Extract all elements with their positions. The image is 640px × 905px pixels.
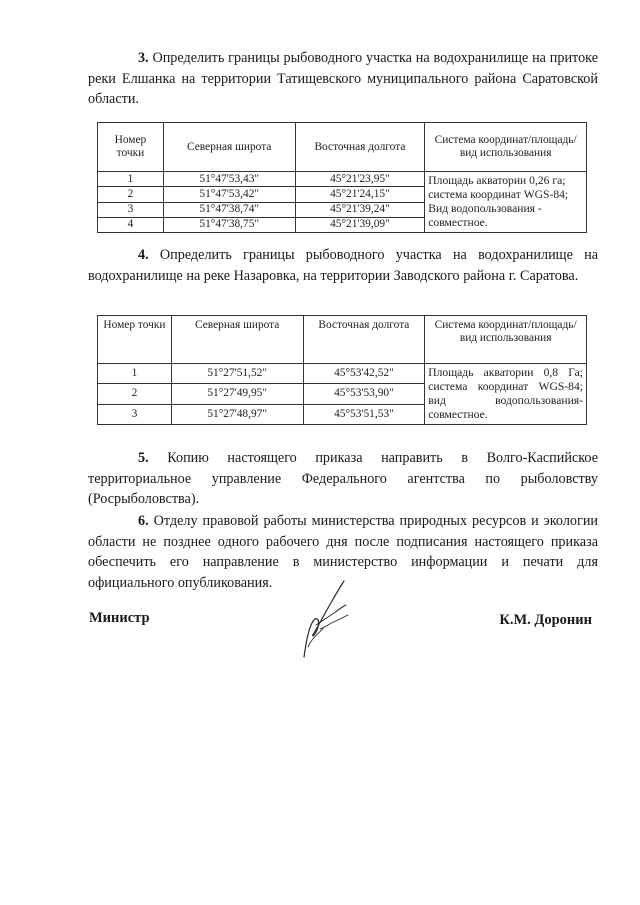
header-east-longitude: Восточная долгота — [295, 123, 425, 172]
point-number: 1 — [98, 364, 172, 384]
handwritten-signature — [290, 577, 360, 661]
longitude-value: 45°53'53,90" — [303, 384, 425, 404]
longitude-value: 45°21'24,15" — [295, 187, 425, 202]
header-north-latitude: Северная широта — [163, 123, 295, 172]
coordinates-table-1 — [97, 122, 587, 233]
section-4-paragraph — [88, 245, 598, 286]
table-header-row — [98, 123, 587, 172]
area-system-usage-note: Площадь акватории 0,26 га; система координат WGS-84; Вид водопользования - совместное. — [425, 172, 587, 233]
latitude-value: 51°27'51,52" — [171, 364, 303, 384]
longitude-value: 45°53'42,52" — [303, 364, 425, 384]
point-number: 4 — [98, 217, 164, 232]
table-row — [98, 364, 587, 384]
longitude-value: 45°21'23,95" — [295, 172, 425, 187]
section-5-text: Копию настоящего приказа направить в Волго-Каспийское территориальное управление Федерального агентства по рыболовству (Росрыболовства). — [88, 450, 598, 507]
point-number: 3 — [98, 404, 172, 424]
longitude-value: 45°21'39,09" — [295, 217, 425, 232]
signatory-name: К.М. Доронин — [499, 612, 592, 628]
point-number: 3 — [98, 202, 164, 217]
table-header-row — [98, 316, 587, 364]
section-5-number: 5. — [138, 450, 149, 466]
table-row — [98, 172, 587, 187]
section-5-paragraph — [88, 448, 598, 510]
header-coordinate-system: Система координат/площадь/вид использования — [425, 123, 587, 172]
point-number: 2 — [98, 187, 164, 202]
header-point-number: Номер точки — [98, 316, 172, 364]
point-number: 2 — [98, 384, 172, 404]
latitude-value: 51°27'48,97" — [171, 404, 303, 424]
header-coordinate-system: Система координат/площадь/вид использования — [425, 316, 587, 364]
signatory-position: Министр — [89, 610, 150, 626]
latitude-value: 51°47'53,43" — [163, 172, 295, 187]
header-north-latitude: Северная широта — [171, 316, 303, 364]
area-system-usage-note: Площадь акватории 0,8 Га; система координат WGS-84; вид водопользования-совместное. — [425, 364, 587, 425]
section-6-text: Отделу правовой работы министерства природных ресурсов и экологии области не позднее одного рабочего дня после подписания настоящего приказа обеспечить его направление в министерство информации и печати для официального опубликования. — [88, 513, 598, 591]
longitude-value: 45°21'39,24" — [295, 202, 425, 217]
latitude-value: 51°27'49,95" — [171, 384, 303, 404]
section-4-text: Определить границы рыбоводного участка на водохранилище на водохранилище на реке Назаровка, на территории Заводского района г. Саратова. — [88, 247, 599, 284]
header-point-number: Номер точки — [98, 123, 164, 172]
section-6-number: 6. — [138, 513, 149, 529]
section-4-number: 4. — [138, 247, 149, 263]
latitude-value: 51°47'38,75" — [163, 217, 295, 232]
section-3-paragraph — [88, 48, 598, 110]
point-number: 1 — [98, 172, 164, 187]
header-east-longitude: Восточная долгота — [303, 316, 425, 364]
coordinates-table-2 — [97, 315, 587, 425]
section-3-number: 3. — [138, 50, 149, 66]
section-3-text: Определить границы рыбоводного участка на водохранилище на притоке реки Елшанка на территории Татищевского муниципального района Саратовской области. — [88, 50, 599, 107]
latitude-value: 51°47'38,74" — [163, 202, 295, 217]
longitude-value: 45°53'51,53" — [303, 404, 425, 424]
latitude-value: 51°47'53,42" — [163, 187, 295, 202]
